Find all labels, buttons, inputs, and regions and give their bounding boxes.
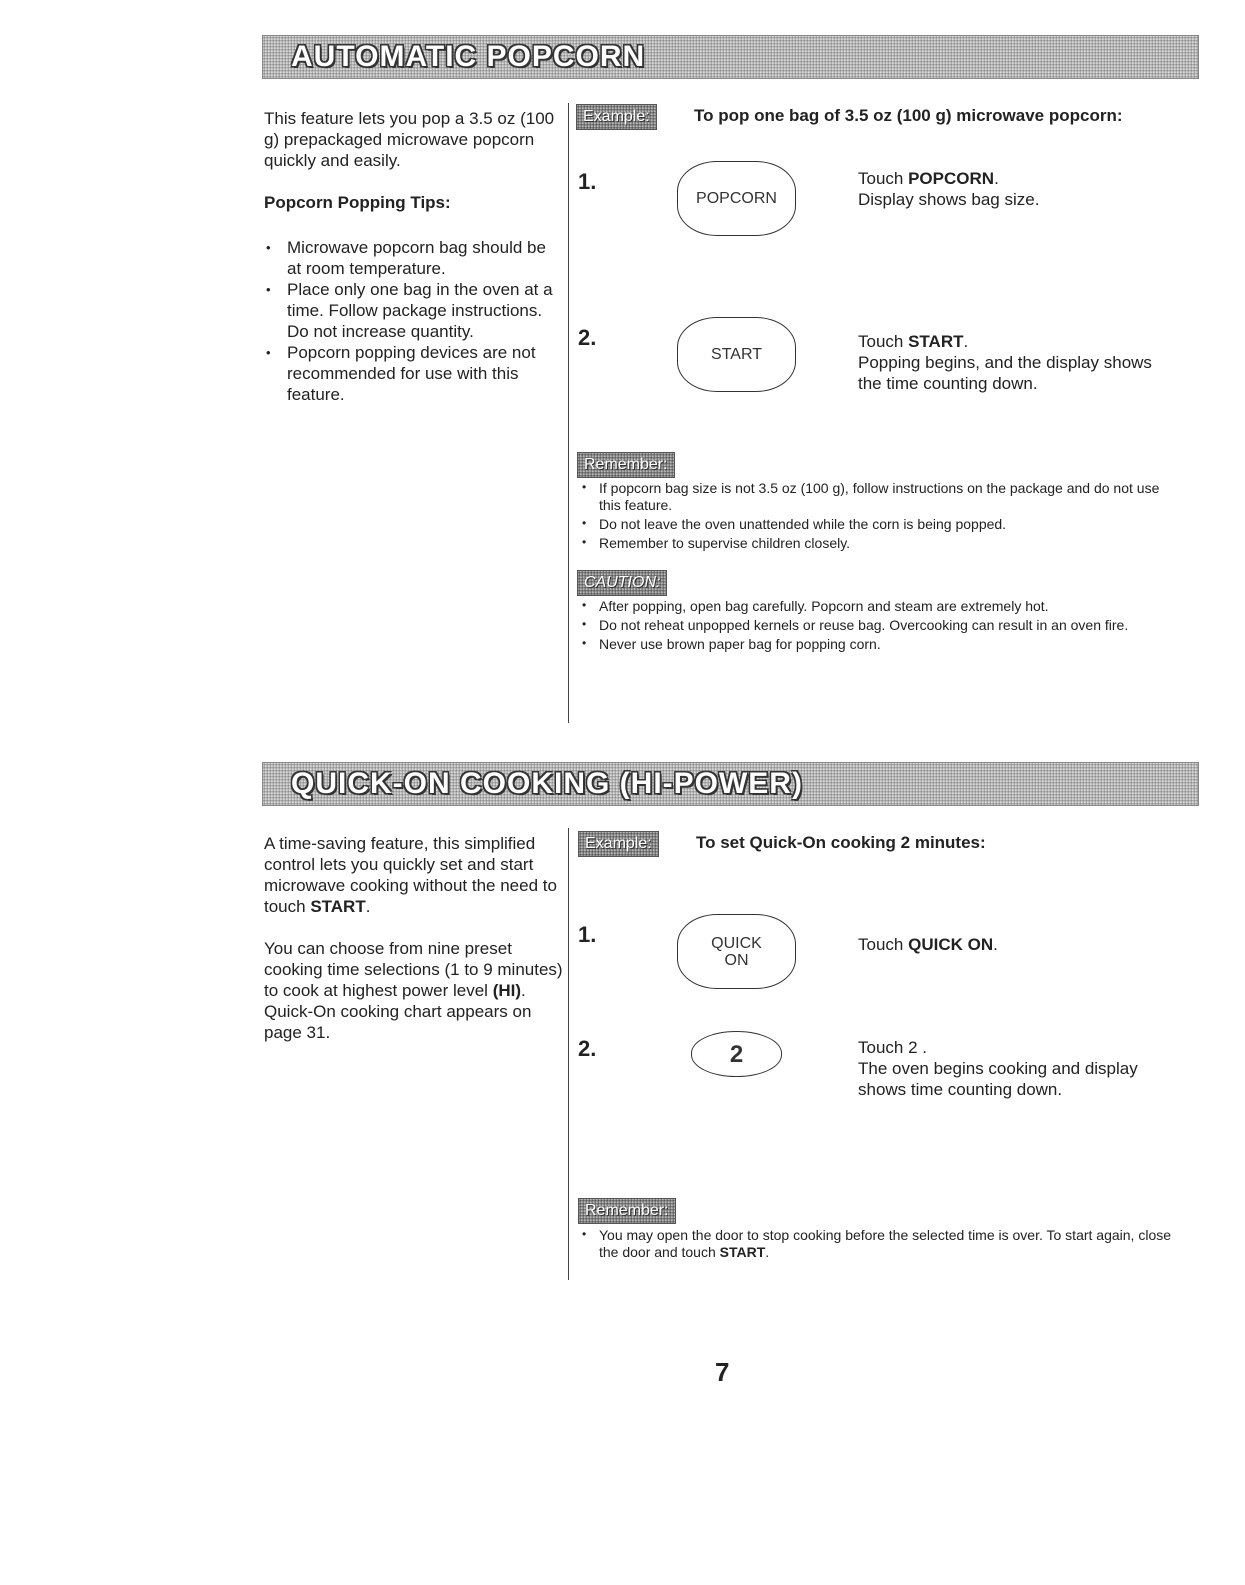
intro-paragraph: This feature lets you pop a 3.5 oz (100 g) prepackaged microwave popcorn quickly and easily. — [264, 109, 555, 170]
section-banner-quick-on — [262, 762, 1199, 806]
step-instruction — [858, 1037, 1138, 1100]
list-item: • If popcorn bag size is not 3.5 oz (100 g), follow instructions on the package and do not use this feature. — [580, 480, 1180, 514]
remember-list — [580, 1227, 1180, 1263]
list-item: • After popping, open bag carefully. Popcorn and steam are extremely hot. — [580, 598, 1180, 615]
example-tag: Example: — [576, 104, 657, 130]
remember-list — [580, 480, 1180, 554]
step-instruction: Touch START. Popping begins, and the display shows the time counting down. — [858, 332, 1152, 393]
popcorn-key: POPCORN — [677, 161, 796, 236]
step-description: Display shows bag size. — [858, 190, 1040, 209]
step-description: Popping begins, and the display shows the time counting down. — [858, 353, 1152, 393]
key-name: START — [719, 1244, 766, 1260]
list-item: • Popcorn popping devices are not recommended for use with this feature. — [264, 342, 564, 405]
tips-list — [264, 237, 564, 405]
number-2-key: 2 — [691, 1031, 782, 1077]
key-name: START — [310, 897, 366, 916]
column-divider — [568, 828, 569, 1280]
key-name: (HI) — [492, 981, 522, 1000]
tips-heading: Popcorn Popping Tips: — [264, 193, 451, 212]
example-heading: To pop one bag of 3.5 oz (100 g) microwave popcorn: — [694, 106, 1123, 125]
step-number: 1. — [578, 922, 597, 947]
quick-on-intro-column — [264, 833, 564, 1064]
step-instruction: Touch POPCORN. Display shows bag size. — [858, 169, 1040, 209]
caution-list — [580, 598, 1180, 655]
step-number: 1. — [578, 169, 597, 194]
section-banner-popcorn — [262, 35, 1199, 79]
list-item: • Remember to supervise children closely. — [580, 535, 1180, 552]
remember-tag: Remember: — [577, 452, 675, 478]
step-touch-text: Touch 2 . — [858, 1038, 927, 1057]
quick-on-key: QUICK ON — [677, 914, 796, 989]
popcorn-intro-column — [264, 108, 564, 405]
section-title: QUICK-ON COOKING (HI-POWER) — [291, 767, 803, 800]
intro-paragraph: A time-saving feature, this simplified control lets you quickly set and start microwave cooking without the need to touch START. — [264, 834, 557, 916]
remember-tag: Remember: — [578, 1198, 676, 1224]
start-key: START — [677, 317, 796, 392]
list-item: • Do not leave the oven unattended while the corn is being popped. — [580, 516, 1180, 533]
list-item: • You may open the door to stop cooking before the selected time is over. To start again, close the door and touch START. — [580, 1227, 1180, 1261]
step-number: 2. — [578, 325, 597, 350]
key-name: POPCORN — [908, 169, 995, 188]
key-name: START — [908, 332, 964, 351]
step-description: The oven begins cooking and display shows time counting down. — [858, 1059, 1138, 1099]
list-item: • Place only one bag in the oven at a time. Follow package instructions. Do not increase quantity. — [264, 279, 564, 342]
preset-paragraph: You can choose from nine preset cooking time selections (1 to 9 minutes) to cook at highest power level (HI). Quick-On cooking chart appears on page 31. — [264, 939, 563, 1042]
example-heading: To set Quick-On cooking 2 minutes: — [696, 833, 986, 852]
caution-tag: CAUTION: — [577, 570, 667, 596]
example-tag: Example: — [578, 831, 659, 857]
page-number: 7 — [715, 1357, 730, 1387]
column-divider — [568, 103, 569, 723]
list-item: • Microwave popcorn bag should be at room temperature. — [264, 237, 564, 279]
list-item: • Do not reheat unpopped kernels or reuse bag. Overcooking can result in an oven fire. — [580, 617, 1180, 634]
list-item: • Never use brown paper bag for popping corn. — [580, 636, 1180, 653]
step-number: 2. — [578, 1036, 597, 1061]
section-title: AUTOMATIC POPCORN — [291, 40, 646, 73]
step-instruction: Touch QUICK ON. — [858, 935, 998, 954]
key-name: QUICK ON — [908, 935, 994, 954]
